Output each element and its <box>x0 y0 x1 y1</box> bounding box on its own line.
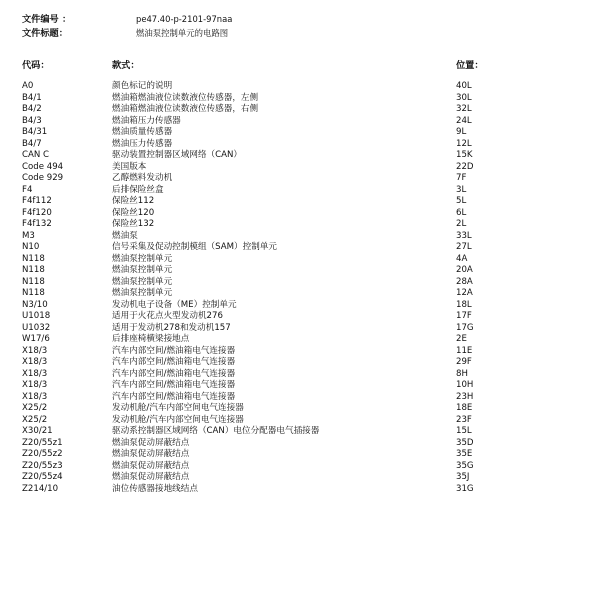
pos-cell: 30L <box>456 92 472 103</box>
table-row <box>22 185 582 197</box>
pos-cell: 18L <box>456 299 472 310</box>
code-cell: F4f132 <box>22 219 52 229</box>
code-cell: U1032 <box>22 322 51 333</box>
table-row <box>22 265 582 277</box>
pos-cell: 10H <box>456 380 474 390</box>
code-cell: Z20/55z4 <box>22 472 63 482</box>
doc-title-label: 文件标题： <box>22 28 68 39</box>
pos-cell: 7F <box>456 173 467 183</box>
table-row <box>22 242 582 254</box>
pos-cell: 12L <box>456 138 472 149</box>
table-row <box>22 93 582 105</box>
pos-cell: 22D <box>456 161 474 172</box>
header-pos: 位置： <box>456 60 484 71</box>
pos-cell: 28A <box>456 276 473 287</box>
desc-cell: 燃油泵控制单元 <box>112 253 173 264</box>
code-cell: N10 <box>22 242 40 252</box>
table-row <box>22 116 582 128</box>
desc-cell: 燃油质量传感器 <box>112 127 173 137</box>
desc-cell: 燃油压力传感器 <box>112 138 173 149</box>
pos-cell: 2L <box>456 219 467 229</box>
table-row <box>22 334 582 346</box>
table-row <box>22 392 582 404</box>
code-cell: U1018 <box>22 311 51 321</box>
pos-cell: 29F <box>456 357 472 367</box>
code-cell: X18/3 <box>22 380 48 390</box>
desc-cell: 驱动装置控制器区域网络（CAN） <box>112 150 243 160</box>
table-row <box>22 196 582 208</box>
table-row <box>22 127 582 139</box>
code-cell: N118 <box>22 288 45 298</box>
pos-cell: 40L <box>456 81 472 91</box>
table-row <box>22 357 582 369</box>
table-row <box>22 254 582 266</box>
code-cell: M3 <box>22 230 35 241</box>
desc-cell: 燃油泵控制单元 <box>112 265 173 275</box>
table-row <box>22 104 582 116</box>
table-row <box>22 208 582 220</box>
pos-cell: 4A <box>456 253 468 264</box>
pos-cell: 32L <box>456 104 472 114</box>
pos-cell: 2E <box>456 334 467 344</box>
code-cell: X30/21 <box>22 426 53 436</box>
desc-cell: 燃油泵控制单元 <box>112 288 173 298</box>
desc-cell: 发动机电子设备（ME）控制单元 <box>112 299 237 310</box>
code-cell: X25/2 <box>22 414 48 425</box>
desc-cell: 燃油泵促动屏蔽结点 <box>112 437 190 448</box>
code-cell: N118 <box>22 265 45 275</box>
table-row <box>22 288 582 300</box>
desc-cell: 后排座椅横梁接地点 <box>112 334 190 344</box>
desc-cell: 乙醇燃料发动机 <box>112 173 173 183</box>
pos-cell: 31G <box>456 483 474 494</box>
doc-number-row <box>22 14 582 28</box>
table-row <box>22 346 582 358</box>
pos-cell: 17G <box>456 322 474 333</box>
pos-cell: 35D <box>456 437 474 448</box>
desc-cell: 汽车内部空间/燃油箱电气连接器 <box>112 391 236 402</box>
desc-cell: 燃油泵促动屏蔽结点 <box>112 449 190 459</box>
table-row <box>22 449 582 461</box>
desc-cell: 保险丝120 <box>112 207 155 218</box>
desc-cell: 后排保险丝盒 <box>112 184 164 195</box>
desc-cell: 燃油泵促动屏蔽结点 <box>112 460 190 471</box>
table-row <box>22 369 582 381</box>
pos-cell: 8H <box>456 368 468 379</box>
pos-cell: 27L <box>456 242 472 252</box>
code-cell: W17/6 <box>22 334 50 344</box>
pos-cell: 24L <box>456 115 472 126</box>
table-row <box>22 81 582 93</box>
desc-cell: 保险丝112 <box>112 196 155 206</box>
desc-cell: 颜色标记的说明 <box>112 81 173 91</box>
pos-cell: 5L <box>456 196 467 206</box>
table-row <box>22 403 582 415</box>
desc-cell: 燃油泵促动屏蔽结点 <box>112 472 190 482</box>
header-desc: 款式： <box>112 60 140 71</box>
doc-number-value: pe47.40-p-2101-97naa <box>136 14 233 24</box>
pos-cell: 3L <box>456 184 467 195</box>
table-row <box>22 231 582 243</box>
table-row <box>22 380 582 392</box>
pos-cell: 15K <box>456 150 473 160</box>
desc-cell: 汽车内部空间/燃油箱电气连接器 <box>112 380 236 390</box>
pos-cell: 35J <box>456 472 470 482</box>
table-row <box>22 311 582 323</box>
code-cell: B4/31 <box>22 127 48 137</box>
code-cell: X18/3 <box>22 357 48 367</box>
pos-cell: 12A <box>456 288 473 298</box>
table-row <box>22 219 582 231</box>
table-row <box>22 277 582 289</box>
doc-title-row <box>22 28 582 42</box>
code-cell: N3/10 <box>22 299 48 310</box>
code-cell: Z20/55z2 <box>22 449 63 459</box>
code-cell: Z214/10 <box>22 483 59 494</box>
pos-cell: 18E <box>456 403 473 413</box>
code-cell: B4/2 <box>22 104 42 114</box>
desc-cell: 燃油泵 <box>112 230 138 241</box>
code-cell: N118 <box>22 276 45 287</box>
pos-cell: 17F <box>456 311 472 321</box>
desc-cell: 驱动系控制器区域网络（CAN）电位分配器电气插接器 <box>112 426 320 436</box>
code-cell: N118 <box>22 253 45 264</box>
table-row <box>22 162 582 174</box>
table-row <box>22 173 582 185</box>
code-cell: CAN C <box>22 150 50 160</box>
pos-cell: 11E <box>456 345 473 356</box>
legend-table <box>22 81 582 495</box>
desc-cell: 汽车内部空间/燃油箱电气连接器 <box>112 345 236 356</box>
table-header <box>22 60 582 74</box>
pos-cell: 35G <box>456 460 474 471</box>
code-cell: B4/1 <box>22 92 42 103</box>
pos-cell: 35E <box>456 449 473 459</box>
desc-cell: 适用于发动机278和发动机157 <box>112 322 231 333</box>
pos-cell: 15L <box>456 426 472 436</box>
table-row <box>22 150 582 162</box>
table-row <box>22 323 582 335</box>
desc-cell: 美国版本 <box>112 161 147 172</box>
code-cell: X25/2 <box>22 403 48 413</box>
desc-cell: 燃油泵控制单元 <box>112 276 173 287</box>
code-cell: B4/7 <box>22 138 42 149</box>
desc-cell: 汽车内部空间/燃油箱电气连接器 <box>112 357 236 367</box>
pos-cell: 23F <box>456 414 472 425</box>
table-row <box>22 300 582 312</box>
pos-cell: 6L <box>456 207 467 218</box>
code-cell: F4 <box>22 184 33 195</box>
table-row <box>22 426 582 438</box>
table-row <box>22 438 582 450</box>
code-cell: B4/3 <box>22 115 42 126</box>
table-row <box>22 415 582 427</box>
desc-cell: 发动机舱/汽车内部空间电气连接器 <box>112 414 244 425</box>
code-cell: F4f112 <box>22 196 52 206</box>
code-cell: X18/3 <box>22 391 48 402</box>
code-cell: Code 494 <box>22 161 64 172</box>
pos-cell: 9L <box>456 127 467 137</box>
table-row <box>22 139 582 151</box>
desc-cell: 汽车内部空间/燃油箱电气连接器 <box>112 368 236 379</box>
desc-cell: 信号采集及促动控制模组（SAM）控制单元 <box>112 242 278 252</box>
code-cell: F4f120 <box>22 207 52 218</box>
code-cell: Z20/55z3 <box>22 460 63 471</box>
desc-cell: 保险丝132 <box>112 219 155 229</box>
pos-cell: 23H <box>456 391 474 402</box>
doc-number-label: 文件编号 ： <box>22 14 72 25</box>
desc-cell: 发动机舱/汽车内部空间电气连接器 <box>112 403 244 413</box>
document-meta <box>22 14 582 42</box>
table-row <box>22 461 582 473</box>
table-row <box>22 484 582 496</box>
desc-cell: 燃油箱燃油液位读数液位传感器，左侧 <box>112 92 259 103</box>
code-cell: Code 929 <box>22 173 64 183</box>
desc-cell: 燃油箱压力传感器 <box>112 115 181 126</box>
table-row <box>22 472 582 484</box>
code-cell: X18/3 <box>22 345 48 356</box>
desc-cell: 油位传感器接地线结点 <box>112 483 198 494</box>
code-cell: Z20/55z1 <box>22 437 63 448</box>
pos-cell: 20A <box>456 265 473 275</box>
desc-cell: 适用于火花点火型发动机276 <box>112 311 223 321</box>
code-cell: A0 <box>22 81 34 91</box>
pos-cell: 33L <box>456 230 472 241</box>
header-code: 代码： <box>22 60 50 71</box>
code-cell: X18/3 <box>22 368 48 379</box>
desc-cell: 燃油箱燃油液位读数液位传感器，右侧 <box>112 104 259 114</box>
doc-title-value: 燃油泵控制单元的电路图 <box>136 28 229 38</box>
